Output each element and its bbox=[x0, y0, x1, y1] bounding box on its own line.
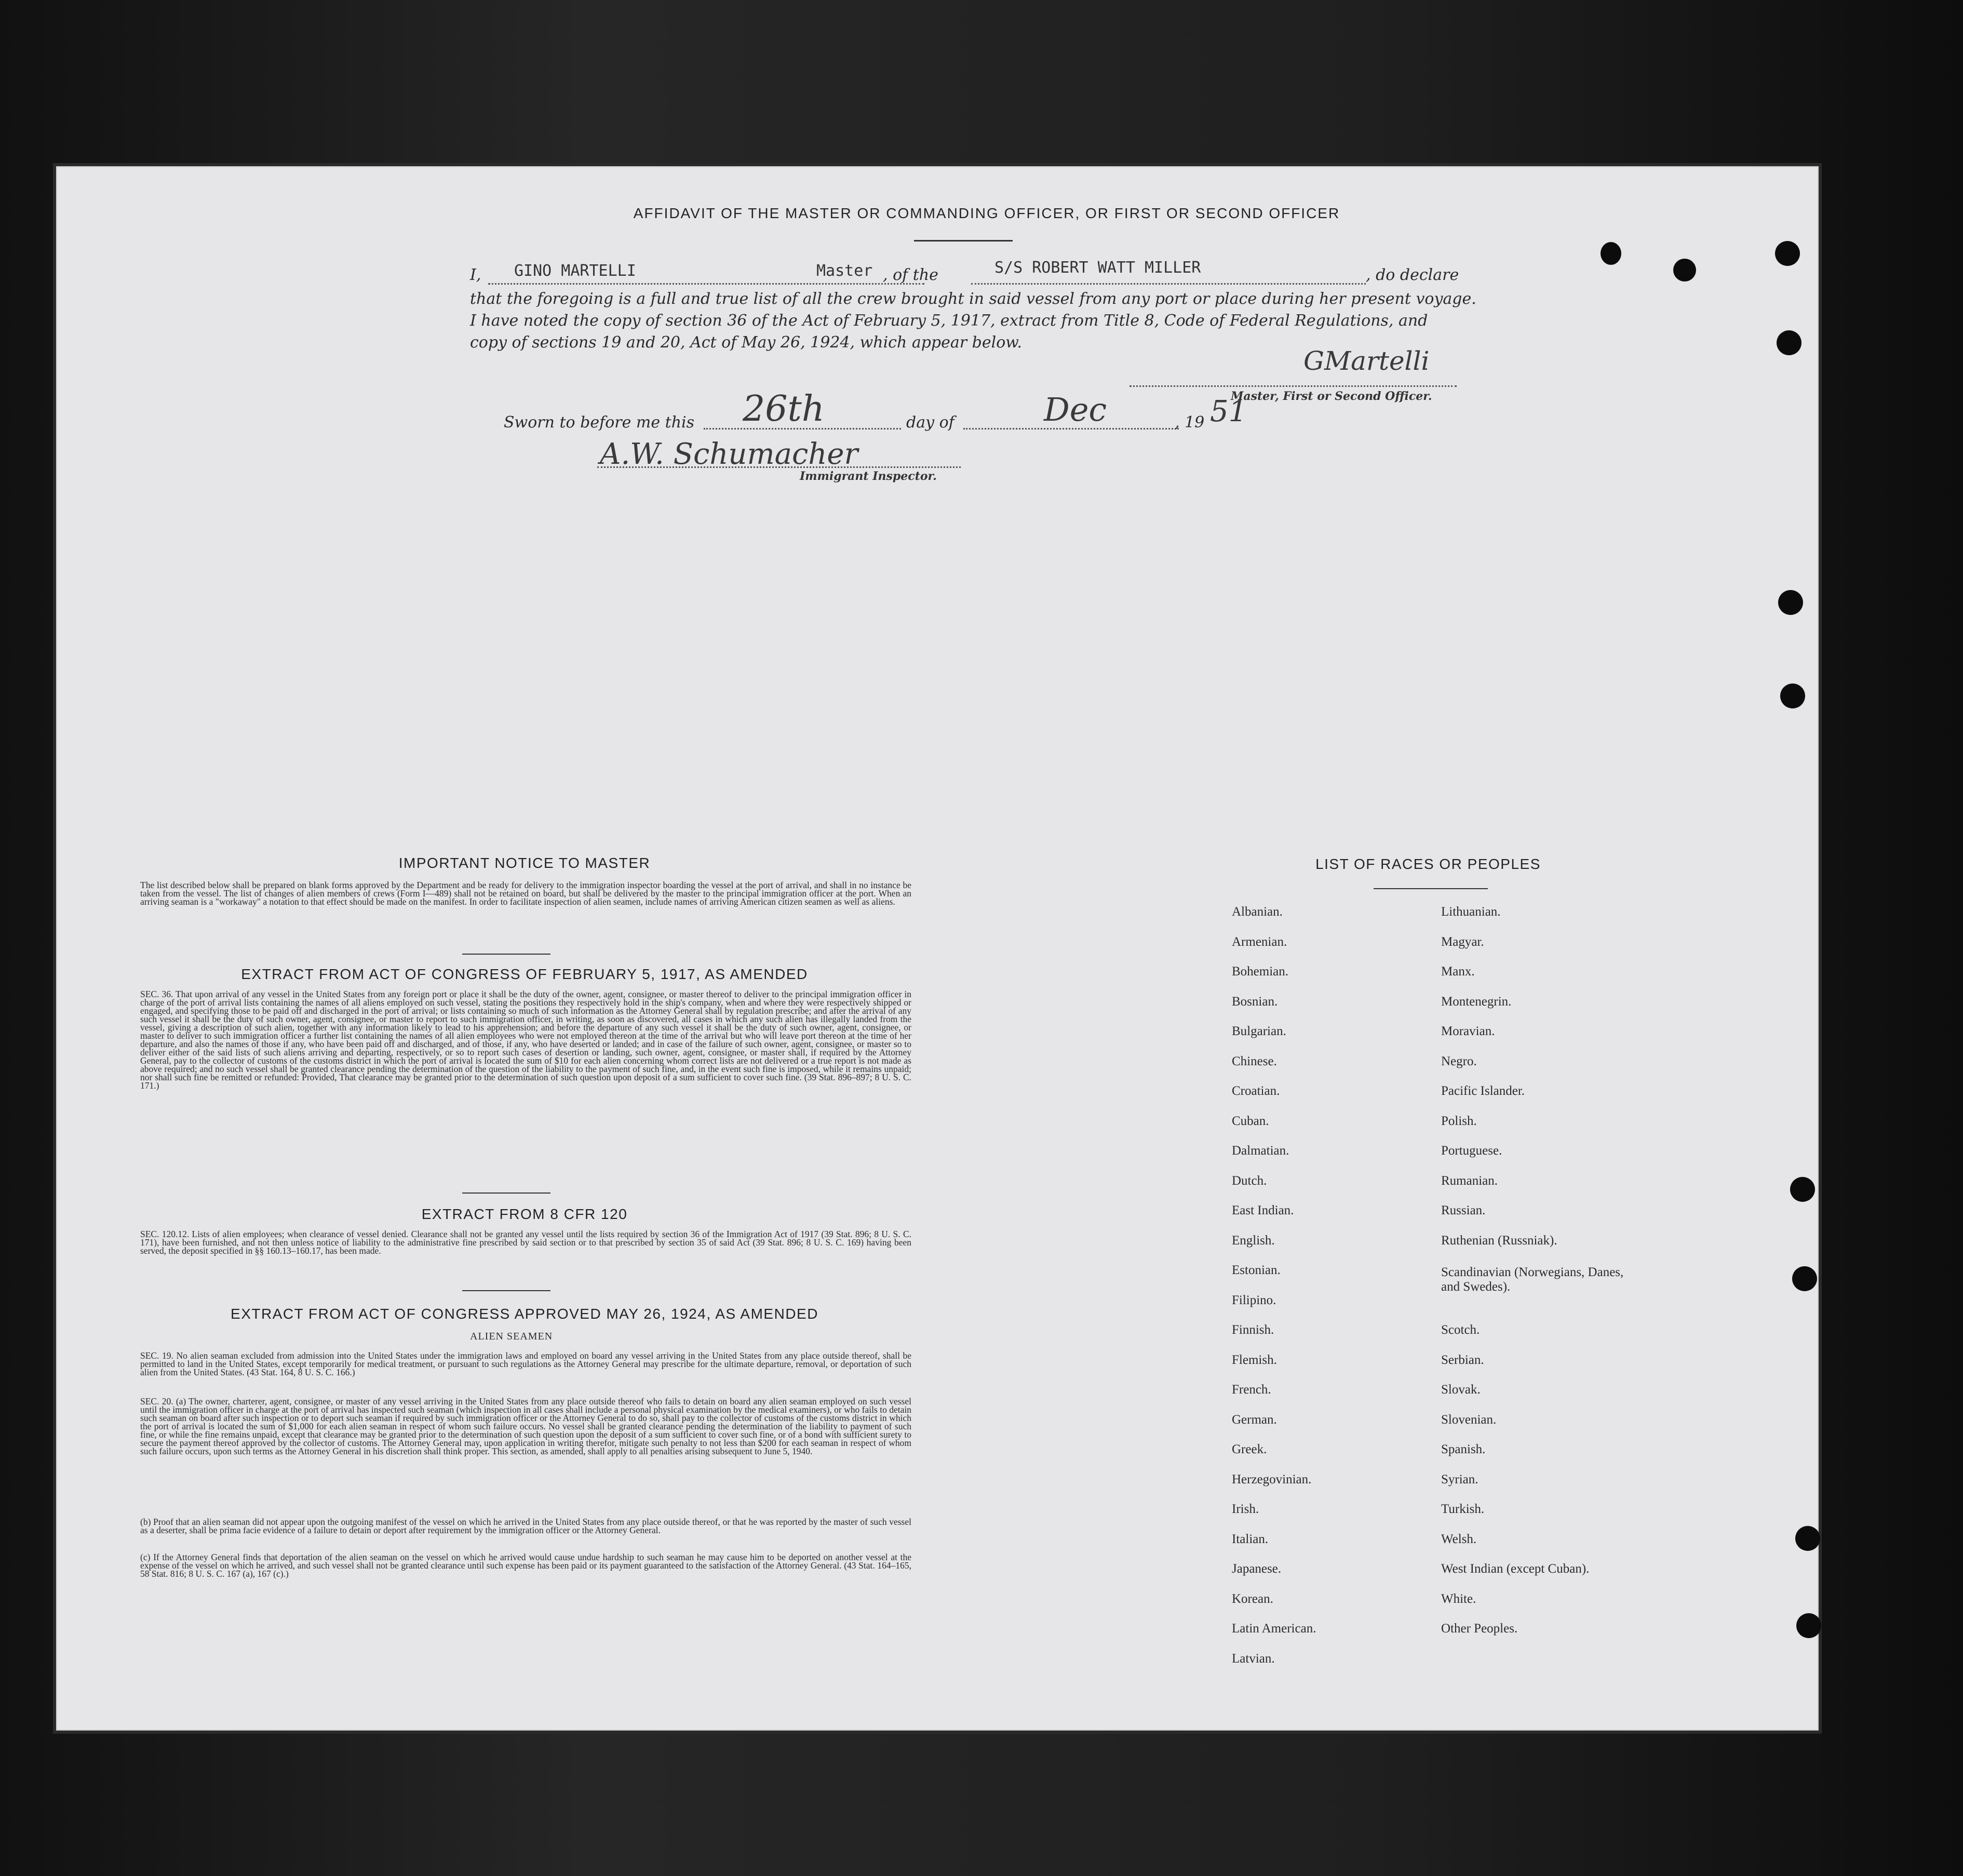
punch-hole bbox=[1775, 241, 1800, 266]
extract-1924-sec20b: (b) Proof that an alien seaman did not appear upon the outgoing manifest of the vessel on which he arrived in the United States from any place outside thereof, or that he was reported by the master of such vessel as a deserter, shall be prima facie evidence of a failure to detain or deport after requirement by the immigration officer or the Attorney General. bbox=[140, 1517, 911, 1535]
race-item: Spanish. bbox=[1441, 1442, 1486, 1456]
race-item: Russian. bbox=[1441, 1203, 1486, 1217]
race-item: Polish. bbox=[1441, 1114, 1477, 1128]
race-item: Other Peoples. bbox=[1441, 1622, 1518, 1636]
race-item: Slovenian. bbox=[1441, 1412, 1497, 1427]
extract-1917-rule bbox=[462, 1192, 550, 1194]
race-item: Scandinavian (Norwegians, Danes, and Swedes). bbox=[1441, 1265, 1624, 1294]
race-item: Herzegovinian. bbox=[1232, 1472, 1312, 1486]
sworn-day: 26th bbox=[743, 388, 825, 430]
title-rule bbox=[914, 240, 1013, 242]
race-item: Cuban. bbox=[1232, 1114, 1269, 1128]
extract-1924-sec19: SEC. 19. No alien seaman excluded from admission into the United States under the immigration laws and employed on board any vessel arriving in the United States from any place outside thereof, shall be permitted to land in the United States, except temporarily for medical treatment, or pursuant to such regulations as the Attorney General may prescribe for the ultimate departure, removal, or deportation of such alien from the United States. (43 Stat. 164, 8 U. S. C. 166.) bbox=[140, 1350, 911, 1377]
punch-hole bbox=[1601, 242, 1621, 265]
race-item: Slovak. bbox=[1441, 1383, 1481, 1397]
day-of-label: day of bbox=[906, 413, 954, 432]
races-title: LIST OF RACES OR PEOPLES bbox=[1315, 856, 1541, 872]
punch-hole bbox=[1673, 259, 1696, 282]
inspector-label: Immigrant Inspector. bbox=[800, 470, 937, 483]
sworn-month: Dec bbox=[1044, 391, 1107, 428]
race-item: Korean. bbox=[1232, 1591, 1273, 1606]
race-item: White. bbox=[1441, 1591, 1476, 1606]
race-item: West Indian (except Cuban). bbox=[1441, 1562, 1590, 1576]
race-item: Syrian. bbox=[1441, 1472, 1478, 1486]
affidavit-title: AFFIDAVIT OF THE MASTER OR COMMANDING OFFICER, OR FIRST OR SECOND OFFICER bbox=[633, 205, 1340, 221]
race-item: Scotch. bbox=[1441, 1323, 1480, 1337]
race-item: Latin American. bbox=[1232, 1622, 1316, 1636]
extract-cfr-body: SEC. 120.12. Lists of alien employees; when clearance of vessel denied. Clearance shall not be granted any vessel until the lists required by section 36 of the Immigration Act of 1917 (39 Stat. 896; 8 U. S. C. 171), have been furnished, and not then unless notice of liability to the administrative fine prescribed by said section or to that prescribed by section 35 of said Act (39 Stat. 896; 8 U. S. C. 169) having been served, the deposit specified in §§ 160.13–160.17, has been made. bbox=[140, 1229, 911, 1256]
vessel-name: S/S ROBERT WATT MILLER bbox=[994, 259, 1201, 277]
race-item: Finnish. bbox=[1232, 1323, 1274, 1337]
notice-title: IMPORTANT NOTICE TO MASTER bbox=[398, 855, 651, 871]
race-item: Ruthenian (Russniak). bbox=[1441, 1233, 1557, 1248]
sworn-prefix: Sworn to before me this bbox=[504, 413, 695, 432]
race-item: Bosnian. bbox=[1232, 994, 1278, 1009]
extract-1924-subtitle: ALIEN SEAMEN bbox=[470, 1331, 553, 1342]
race-item: Welsh. bbox=[1441, 1532, 1477, 1546]
extract-cfr-rule bbox=[462, 1290, 550, 1291]
officer-name-line bbox=[488, 283, 924, 285]
race-item: Moravian. bbox=[1441, 1024, 1495, 1038]
officer-name: GINO MARTELLI bbox=[514, 262, 636, 280]
race-item: East Indian. bbox=[1232, 1203, 1294, 1217]
master-signature: GMartelli bbox=[1303, 346, 1430, 376]
race-item: Albanian. bbox=[1232, 905, 1283, 919]
signature-line bbox=[1130, 385, 1457, 387]
affidavit-line-2: that the foregoing is a full and true list of all the crew brought in said vessel from any port or place during her present voyage. bbox=[470, 290, 1476, 308]
notice-body: The list described below shall be prepared on blank forms approved by the Department and be ready for delivery to the immigration inspector boarding the vessel at the port of arrival, and shall in no instance be taken from the vessel. The list of changes of alien members of crews (Form I—489) shall not be retained on board, but shall be delivered by the master to the principal immigration officer at the port. When an arriving seaman is a "workaway" a notation to that effect should be made on the manifest. In order to facilitate inspection of alien seamen, include names of arriving American citizen seamen as well as aliens. bbox=[140, 880, 911, 907]
punch-hole bbox=[1777, 330, 1801, 355]
race-item: Estonian. bbox=[1232, 1263, 1281, 1277]
race-item: English. bbox=[1232, 1233, 1275, 1248]
race-item: Serbian. bbox=[1441, 1352, 1484, 1367]
document-page bbox=[56, 166, 1819, 1731]
punch-hole bbox=[1792, 1266, 1817, 1291]
officer-rank: Master bbox=[816, 262, 873, 280]
punch-hole bbox=[1790, 1177, 1815, 1202]
extract-1924-sec20c: (c) If the Attorney General finds that deportation of the alien seaman on the vessel on which he arrived would cause undue hardship to such seaman he may cause him to be deported on another vessel at the expense of the vessel on which he arrived, and such vessel shall not be granted clearance until such expense has been paid or its payment guaranteed to the satisfaction of the Attorney General. (43 Stat. 164–165, 58 Stat. 816; 8 U. S. C. 167 (a), 167 (c).) bbox=[140, 1552, 911, 1579]
race-item: Bohemian. bbox=[1232, 964, 1289, 979]
race-item: Lithuanian. bbox=[1441, 905, 1501, 919]
affidavit-do-declare: , do declare bbox=[1366, 266, 1459, 284]
punch-hole bbox=[1780, 684, 1805, 708]
race-item: Flemish. bbox=[1232, 1352, 1277, 1367]
race-item: Italian. bbox=[1232, 1532, 1269, 1546]
race-item: Turkish. bbox=[1441, 1502, 1485, 1516]
races-rule bbox=[1374, 888, 1488, 889]
year-prefix: , 19 bbox=[1175, 413, 1205, 432]
race-item: Negro. bbox=[1441, 1054, 1477, 1068]
race-item: Bulgarian. bbox=[1232, 1024, 1286, 1038]
race-item: Greek. bbox=[1232, 1442, 1267, 1456]
race-item: Magyar. bbox=[1441, 934, 1484, 949]
race-item: Filipino. bbox=[1232, 1293, 1276, 1307]
extract-cfr-title: EXTRACT FROM 8 CFR 120 bbox=[421, 1206, 628, 1222]
race-item: Rumanian. bbox=[1441, 1173, 1498, 1188]
affidavit-of-the: , of the bbox=[883, 266, 938, 284]
race-item: Croatian. bbox=[1232, 1084, 1280, 1098]
race-item: Japanese. bbox=[1232, 1562, 1282, 1576]
inspector-signature: A.W. Schumacher bbox=[600, 437, 858, 471]
race-item: German. bbox=[1232, 1412, 1277, 1427]
signature-label: Master, First or Second Officer. bbox=[1231, 390, 1432, 403]
extract-1924-title: EXTRACT FROM ACT OF CONGRESS APPROVED MAY 26, 1924, AS AMENDED bbox=[231, 1306, 818, 1322]
race-item: Portuguese. bbox=[1441, 1144, 1502, 1158]
punch-hole bbox=[1778, 590, 1803, 615]
affidavit-line-4: copy of sections 19 and 20, Act of May 26, 1924, which appear below. bbox=[470, 333, 1022, 352]
race-item: French. bbox=[1232, 1383, 1271, 1397]
inspector-line bbox=[597, 466, 961, 468]
race-item: Manx. bbox=[1441, 964, 1475, 979]
race-item: Montenegrin. bbox=[1441, 994, 1512, 1009]
race-item: Latvian. bbox=[1232, 1651, 1275, 1666]
year-suffix: 51 bbox=[1210, 395, 1247, 428]
sworn-month-line bbox=[963, 428, 1179, 430]
notice-rule bbox=[462, 954, 550, 955]
race-item: Armenian. bbox=[1232, 934, 1287, 949]
affidavit-i-prefix: I, bbox=[470, 266, 481, 284]
race-item: Pacific Islander. bbox=[1441, 1084, 1525, 1098]
punch-hole bbox=[1795, 1526, 1820, 1551]
extract-1917-title: EXTRACT FROM ACT OF CONGRESS OF FEBRUARY 5, 1917, AS AMENDED bbox=[241, 966, 808, 982]
vessel-name-line bbox=[971, 283, 1366, 285]
punch-hole bbox=[1796, 1613, 1821, 1638]
race-item: Dutch. bbox=[1232, 1173, 1267, 1188]
extract-1917-body: SEC. 36. That upon arrival of any vessel in the United States from any foreign port or place it shall be the duty of the owner, agent, consignee, or master thereof to deliver to the principal immigration officer in charge of the port of arrival lists containing the names of all aliens employed on such vessel, stating the positions they respectively hold in the ship's company, when and where they were respectively shipped or engaged, and specifying those to be paid off and discharged in the port of arrival; or lists containing so much of such information as the Attorney General shall by regulation prescribe; and after the arrival of any such vessel it shall be the duty of such owner, agent, consignee, or master to report to such immigration officer, in writing, as soon as discovered, all cases in which any such alien has illegally landed from the vessel, giving a description of such alien, together with any information likely to lead to his apprehension; and before the departure of any such vessel it shall be the duty of such owner, agent, consignee, or master to deliver to such immigration officer a further list containing the names of all alien employees who were not employed thereon at the time of the arrival but who will leave port thereon at the time of her departure, and also the names of those if any, who have been paid off and discharged, and of those, if any, who have deserted or landed; and in case of the failure of such owner, agent, consignee, or master so to deliver either of the said lists of such aliens arriving and departing, respectively, or so to report such cases of desertion or landing, such owner, agent, consignee, or master shall, if required by the Attorney General, pay to the collector of customs of the customs district in which the port of arrival is located the sum of $10 for each alien concerning whom correct lists are not delivered or a true report is not made as above required; and no such vessel shall be granted clearance pending the determination of the question of the liability to the payment of such fine, and, in the event such fine is imposed, while it remains unpaid; nor shall such fine be remitted or refunded: Provided, That clearance may be granted prior to the determination of such question upon deposit of a sum sufficient to cover such fine. (39 Stat. 896–897; 8 U. S. C. 171.) bbox=[140, 989, 911, 1091]
race-item: Chinese. bbox=[1232, 1054, 1277, 1068]
race-item: Dalmatian. bbox=[1232, 1144, 1289, 1158]
race-item: Irish. bbox=[1232, 1502, 1259, 1516]
sworn-day-line bbox=[704, 428, 901, 430]
affidavit-line-3: I have noted the copy of section 36 of the Act of February 5, 1917, extract from Title 8, Code of Federal Regulations, and bbox=[470, 312, 1428, 330]
extract-1924-sec20a: SEC. 20. (a) The owner, charterer, agent, consignee, or master of any vessel arriving in the United States from any place outside thereof who fails to detain on board any alien seaman employed on such vessel until the immigration officer in charge at the port of arrival has inspected such seaman (which inspection in all cases shall include a personal physical examination by the medical examiners), or who fails to detain such seaman on board after such inspection or to deport such seaman if required by such immigration officer or the Attorney General to do so, shall pay to the collector of customs of the customs district in which the port of arrival is located the sum of $1,000 for each alien seaman in respect of whom such failure occurs. No vessel shall be granted clearance pending the determination of the liability to payment of such fine, or while the fine remains unpaid, except that clearance may be granted prior to the determination of such question upon the deposit of a sum sufficient to cover such fine, or of a bond with sufficient surety to secure the payment thereof approved by the collector of customs. The Attorney General may, upon application in writing therefor, mitigate such penalty to not less than $200 for each seaman in respect of whom such failure occurs, upon such terms as the Attorney General in his discretion shall think proper. This section, as amended, shall apply to all penalties arising subsequent to June 5, 1940. bbox=[140, 1396, 911, 1456]
